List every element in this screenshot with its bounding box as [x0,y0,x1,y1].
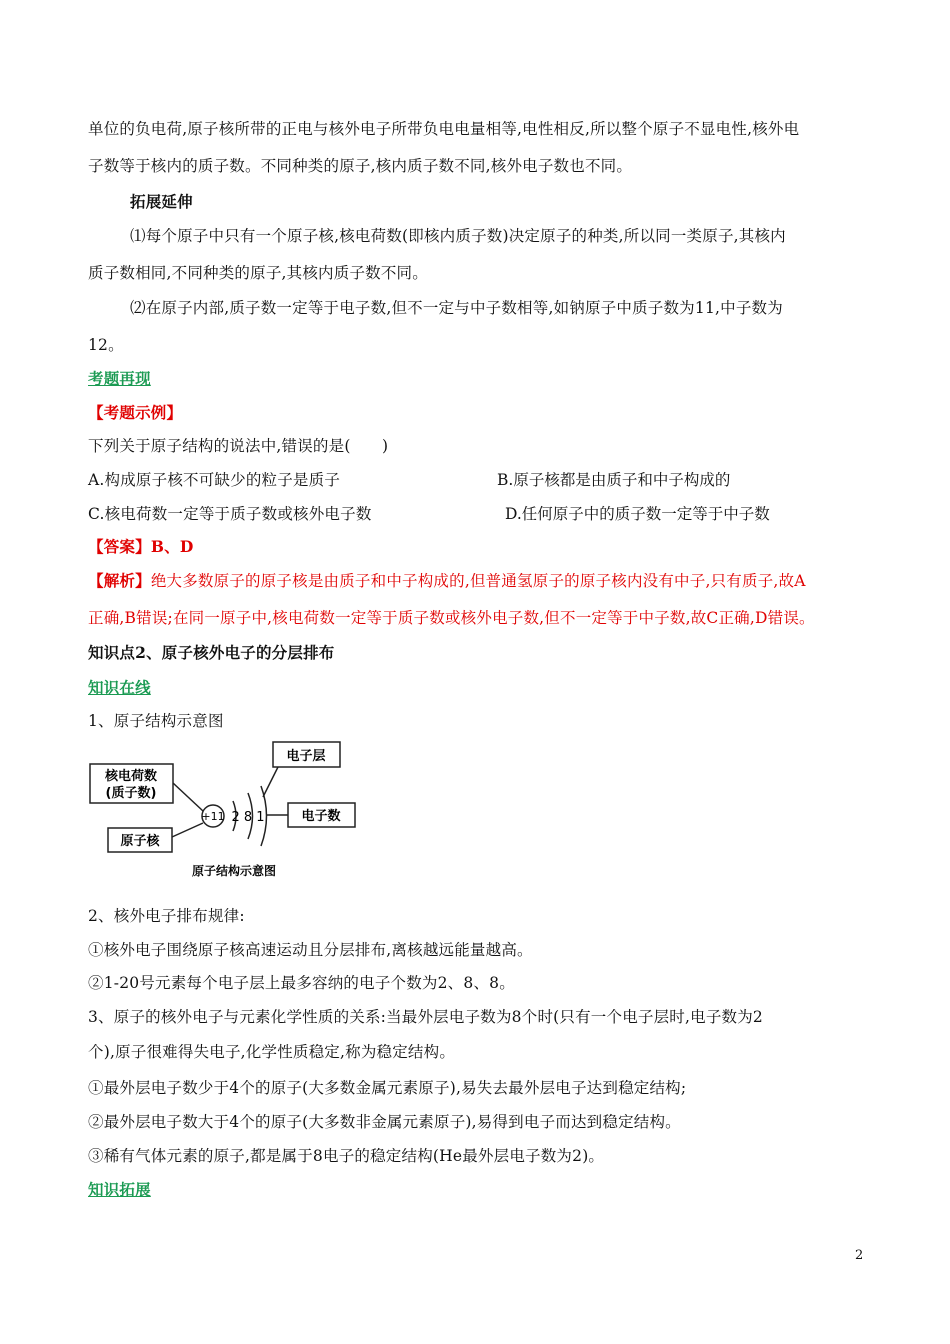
answer-value: B、D [150,537,194,556]
label-nucleus: 原子核 [120,834,160,849]
shell-counts: 2 8 1 [231,810,265,825]
page-number: 2 [855,1248,864,1263]
option-d: D.任何原子中的质子数一定等于中子数 [505,505,770,523]
paragraph-line: 单位的负电荷,原子核所带的正电与核外电子所带负电电量相等,电性相反,所以整个原子不显电性,核外电 [88,120,800,138]
label-shell: 电子层 [286,749,326,764]
question-text: 下列关于原子结构的说法中,错误的是( ) [88,437,389,455]
analysis-row [88,569,806,591]
connector-line [173,783,203,811]
paragraph-line: 子数等于核内的质子数。不同种类的原子,核内质子数不同,核外电子数也不同。 [88,157,633,175]
section-heading-extension: 拓展延伸 [130,192,193,211]
option-b: B.原子核都是由质子和中子构成的 [497,471,731,489]
paragraph-line: ⑴每个原子中只有一个原子核,核电荷数(即核内质子数)决定原子的种类,所以同一类原子,其核内 [130,227,786,245]
nucleus-value: +11 [201,810,225,823]
connector-line [172,823,203,837]
analysis-text: 正确,B错误;在同一原子中,核电荷数一定等于质子数或核外电子数,但不一定等于中子数,故C正确,D错误。 [88,609,815,627]
option-c: C.核电荷数一定等于质子数或核外电子数 [88,505,372,523]
property-line: ①最外层电子数少于4个的原子(大多数金属元素原子),易失去最外层电子达到稳定结构; [88,1079,687,1097]
label-nuclear-charge-2: (质子数) [105,786,157,801]
label-nuclear-charge-1: 核电荷数 [104,769,158,784]
option-a: A.构成原子核不可缺少的粒子是质子 [88,471,341,489]
paragraph-line: ⑵在原子内部,质子数一定等于电子数,但不一定与中子数相等,如钠原子中质子数为11,中子数为 [130,299,783,317]
property-line: ②最外层电子数大于4个的原子(大多数非金属元素原子),易得到电子而达到稳定结构。 [88,1113,681,1131]
rule-line: ②1-20号元素每个电子层上最多容纳的电子个数为2、8、8。 [88,974,515,992]
analysis-text: 绝大多数原子的原子核是由质子和中子构成的,但普通氢原子的原子核内没有中子,只有质子,故A [150,572,806,590]
rule-line: ①核外电子围绕原子核高速运动且分层排布,离核越远能量越高。 [88,941,533,959]
paragraph-line: 12。 [88,336,124,354]
paragraph-line: 个),原子很难得失电子,化学性质稳定,称为稳定结构。 [88,1043,456,1061]
item-heading: 3、原子的核外电子与元素化学性质的关系:当最外层电子数为8个时(只有一个电子层时,电子数为2 [88,1008,763,1026]
knowledge-point-heading: 知识点2、原子核外电子的分层排布 [88,643,335,662]
item-heading: 1、原子结构示意图 [88,712,224,730]
atom-structure-diagram [88,737,368,887]
example-label: 【考题示例】 [88,403,183,422]
answer-row [88,535,193,557]
connector-line [263,767,278,797]
section-heading-knowledge-online: 知识在线 [88,678,151,697]
item-heading: 2、核外电子排布规律: [88,907,245,925]
section-heading-exam: 考题再现 [88,369,151,388]
answer-label: 【答案】 [88,537,151,556]
label-electrons: 电子数 [301,809,341,824]
section-heading-knowledge-extension: 知识拓展 [88,1180,151,1199]
diagram-caption: 原子结构示意图 [191,864,277,878]
paragraph-line: 质子数相同,不同种类的原子,其核内质子数不同。 [88,264,428,282]
analysis-label: 【解析】 [88,571,151,590]
property-line: ③稀有气体元素的原子,都是属于8电子的稳定结构(He最外层电子数为2)。 [88,1147,605,1165]
